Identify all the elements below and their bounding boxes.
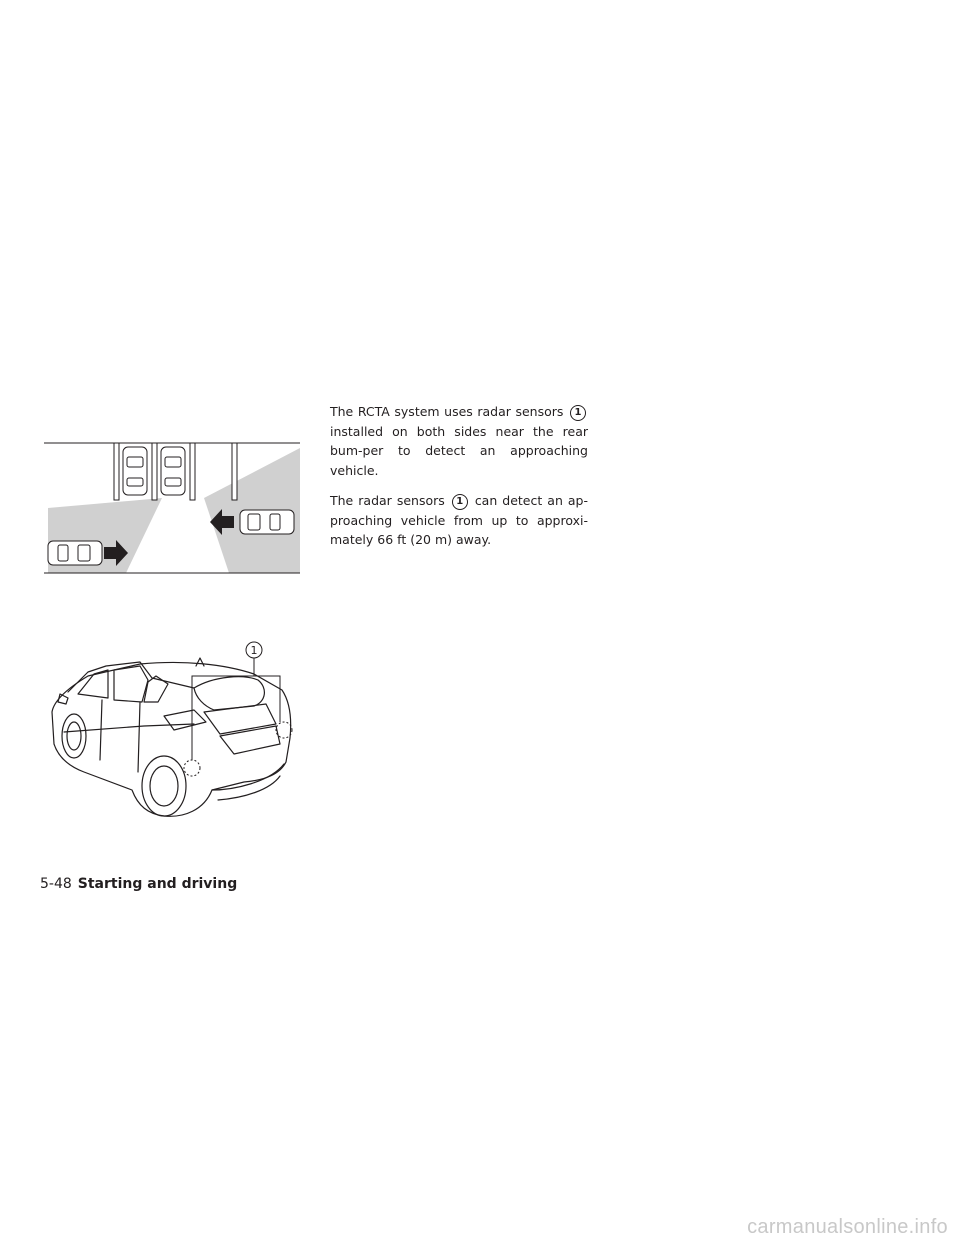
paragraph-2: The radar sensors 1 can detect an ap-proaching vehicle from up to approxi-mately 66 ft (20 m) away. [330, 493, 588, 547]
callout-marker: 1 [452, 494, 468, 510]
radar-sensor-left [184, 760, 200, 776]
body-text [330, 402, 588, 561]
section-title: Starting and driving [77, 876, 238, 892]
paragraph-1: The RCTA system uses radar sensors 1 installed on both sides near the rear bum-per to detect an approaching vehicle. [330, 404, 588, 478]
vehicle-sensor-diagram [44, 640, 300, 840]
parked-car [123, 447, 147, 495]
approaching-car-right [240, 510, 294, 534]
callout-label: 1 [250, 644, 258, 657]
watermark: carmanualsonline.info [747, 1216, 948, 1238]
parked-car [161, 447, 185, 495]
callout-marker: 1 [570, 405, 586, 421]
rcta-parking-diagram [44, 440, 300, 575]
approaching-car-left [48, 541, 102, 565]
page-number: 5-48 [40, 876, 72, 892]
page-footer [40, 876, 237, 892]
